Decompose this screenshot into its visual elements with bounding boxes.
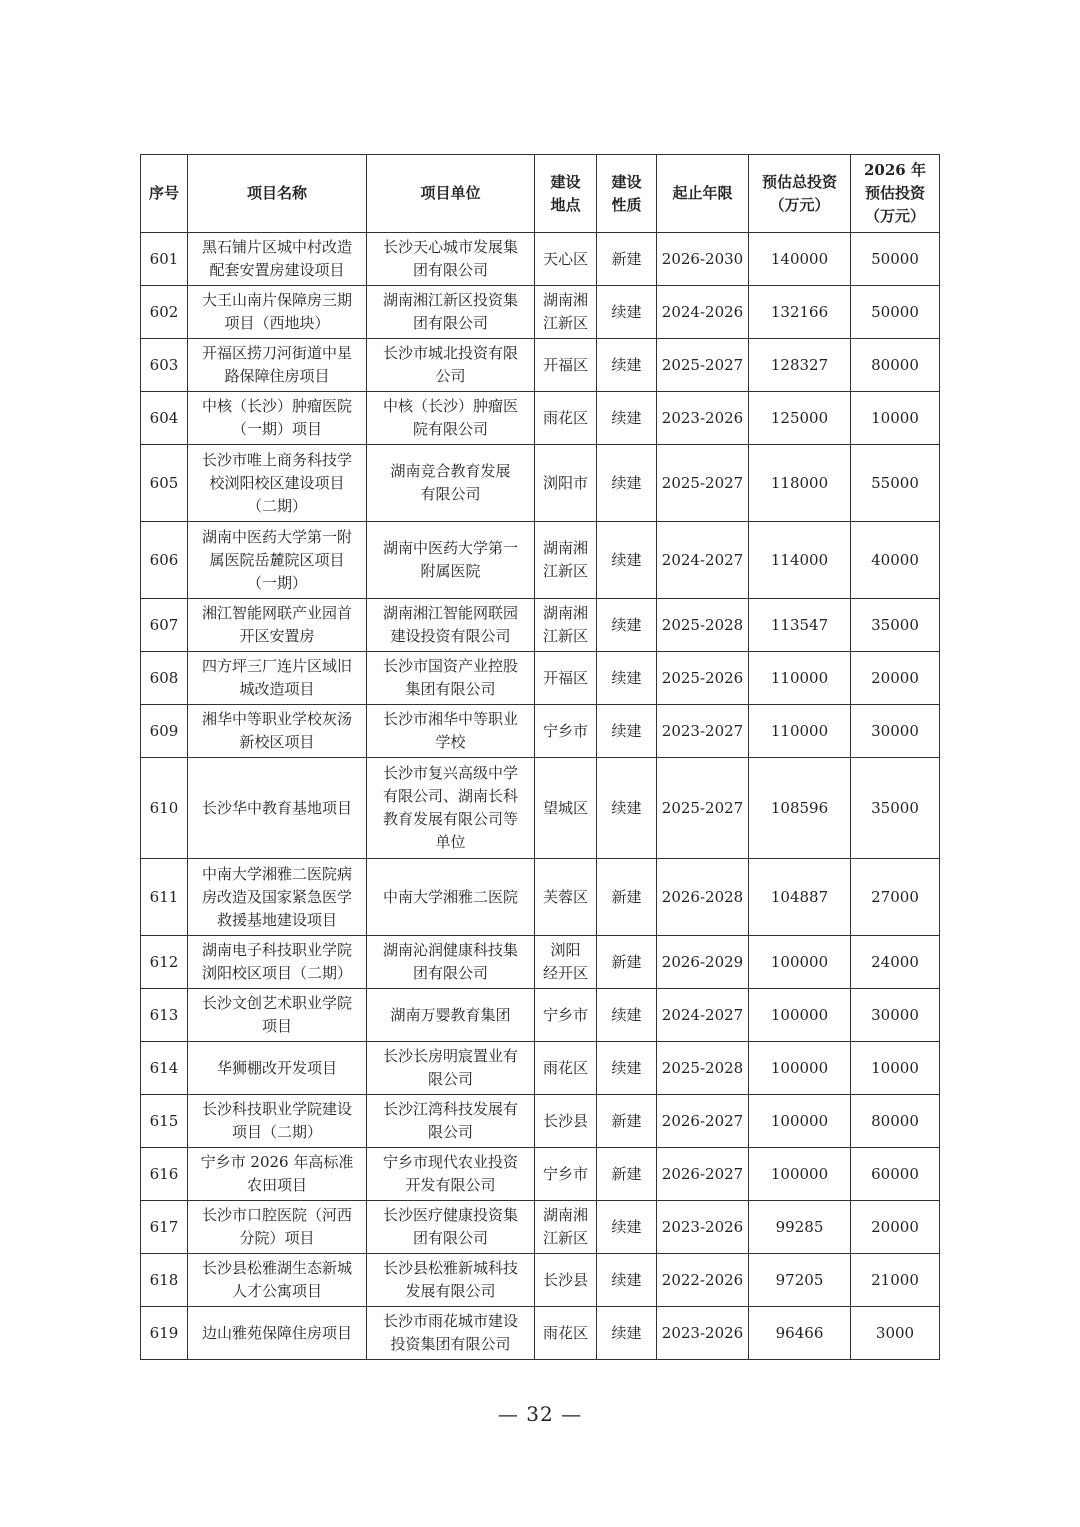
cell-total: 132166 [749, 286, 851, 339]
cell-location [535, 339, 597, 392]
table-row [141, 1307, 940, 1360]
cell-name-line: （一期）项目 [231, 420, 322, 438]
cell-total: 140000 [749, 233, 851, 286]
cell-nature: 续建 [597, 1201, 657, 1254]
cell-location-line: 江新区 [542, 627, 588, 645]
cell-years: 2025-2028 [657, 1042, 749, 1095]
cell-name-line: 开区安置房 [239, 627, 315, 645]
cell-unit-line: 中核（长沙）肿瘤医 [382, 397, 518, 415]
cell-no: 608 [141, 652, 188, 705]
cell-invest2026: 80000 [851, 339, 940, 392]
cell-location-line: 浏阳 [550, 941, 581, 959]
cell-years: 2024-2027 [657, 989, 749, 1042]
cell-invest2026: 35000 [851, 599, 940, 652]
cell-name [188, 1095, 367, 1148]
cell-total: 100000 [749, 1095, 851, 1148]
cell-name [188, 286, 367, 339]
cell-unit-line: 集团有限公司 [405, 680, 496, 698]
cell-name [188, 1307, 367, 1360]
table-row [141, 522, 940, 599]
cell-name-line: 人才公寓项目 [231, 1282, 322, 1300]
cell-nature: 续建 [597, 652, 657, 705]
table-row [141, 1254, 940, 1307]
cell-unit-line: 团有限公司 [412, 964, 488, 982]
cell-name-line: 湘华中等职业学校灰汤 [201, 710, 352, 728]
cell-nature: 新建 [597, 936, 657, 989]
cell-unit [367, 286, 535, 339]
cell-total: 128327 [749, 339, 851, 392]
cell-name-line: 房改造及国家紧急医学 [201, 887, 352, 906]
cell-name-line: 华狮棚改开发项目 [216, 1058, 337, 1077]
cell-unit-line: 建设投资有限公司 [390, 627, 511, 645]
cell-total: 108596 [749, 758, 851, 859]
cell-location [535, 1254, 597, 1307]
cell-unit-line: 限公司 [427, 1123, 473, 1141]
cell-nature: 续建 [597, 758, 657, 859]
cell-location [535, 1307, 597, 1360]
cell-name [188, 1254, 367, 1307]
cell-name-line: 项目 [261, 1017, 292, 1035]
cell-no: 602 [141, 286, 188, 339]
cell-unit [367, 1307, 535, 1360]
cell-invest2026: 30000 [851, 989, 940, 1042]
cell-no: 601 [141, 233, 188, 286]
cell-unit-line: 湖南沁润健康科技集 [382, 941, 518, 959]
cell-name-line: 四方坪三厂连片区域旧 [201, 657, 352, 675]
table-row [141, 339, 940, 392]
cell-name-line: 大王山南片保障房三期 [201, 291, 352, 309]
cell-location-line: 浏阳市 [542, 473, 588, 492]
cell-unit-line: 长沙市雨花城市建设 [382, 1312, 518, 1330]
table-row [141, 705, 940, 758]
cell-unit [367, 339, 535, 392]
cell-name-line: 项目（西地块） [224, 314, 330, 332]
cell-unit [367, 859, 535, 936]
cell-unit-line: 长沙长房明宸置业有 [382, 1047, 518, 1065]
cell-years: 2022-2026 [657, 1254, 749, 1307]
cell-name [188, 1201, 367, 1254]
cell-unit [367, 522, 535, 599]
cell-name-line: （二期） [246, 496, 307, 515]
cell-unit [367, 233, 535, 286]
cell-unit [367, 445, 535, 522]
table-row [141, 652, 940, 705]
cell-no: 619 [141, 1307, 188, 1360]
cell-no: 614 [141, 1042, 188, 1095]
cell-total: 100000 [749, 936, 851, 989]
cell-location [535, 1042, 597, 1095]
header-invest2026: 2026 年 预估投资 （万元） [851, 155, 940, 233]
cell-no: 611 [141, 859, 188, 936]
cell-name [188, 705, 367, 758]
cell-invest2026: 10000 [851, 392, 940, 445]
cell-name-line: 浏阳校区项目（二期） [201, 964, 352, 982]
cell-unit-line: 限公司 [427, 1070, 473, 1088]
cell-unit-line: 教育发展有限公司等 [382, 810, 518, 828]
cell-location-line: 雨花区 [542, 1323, 588, 1342]
cell-unit [367, 1254, 535, 1307]
table-row [141, 233, 940, 286]
cell-location-line: 宁乡市 [542, 1005, 588, 1024]
project-table [140, 154, 940, 1360]
cell-nature: 续建 [597, 599, 657, 652]
cell-total: 113547 [749, 599, 851, 652]
cell-name-line: 黑石铺片区城中村改造 [201, 238, 352, 256]
cell-name-line: 中核（长沙）肿瘤医院 [201, 397, 352, 415]
cell-no: 617 [141, 1201, 188, 1254]
cell-total: 96466 [749, 1307, 851, 1360]
cell-years: 2025-2027 [657, 339, 749, 392]
cell-no: 606 [141, 522, 188, 599]
cell-invest2026: 40000 [851, 522, 940, 599]
cell-years: 2026-2029 [657, 936, 749, 989]
cell-unit-line: 长沙医疗健康投资集 [382, 1206, 518, 1224]
header-total: 预估总投资 （万元） [749, 155, 851, 233]
cell-unit [367, 1095, 535, 1148]
cell-invest2026: 20000 [851, 1201, 940, 1254]
header-unit: 项目单位 [367, 155, 535, 233]
cell-name [188, 445, 367, 522]
cell-invest2026: 35000 [851, 758, 940, 859]
cell-total: 125000 [749, 392, 851, 445]
cell-total: 100000 [749, 1042, 851, 1095]
cell-nature: 续建 [597, 705, 657, 758]
cell-unit-line: 开发有限公司 [405, 1176, 496, 1194]
cell-nature: 新建 [597, 1095, 657, 1148]
cell-name-line: 宁乡市 2026 年高标准 [200, 1153, 354, 1171]
table-row [141, 758, 940, 859]
cell-location [535, 599, 597, 652]
cell-name-line: 湘江智能网联产业园首 [201, 604, 352, 622]
cell-years: 2023-2026 [657, 392, 749, 445]
cell-unit-line: 宁乡市现代农业投资 [382, 1153, 518, 1171]
cell-unit-line: 院有限公司 [412, 420, 488, 438]
cell-location-line: 宁乡市 [542, 721, 588, 740]
cell-name-line: 长沙县松雅湖生态新城 [201, 1259, 352, 1277]
cell-no: 609 [141, 705, 188, 758]
cell-name-line: 长沙市唯上商务科技学 [201, 450, 352, 469]
cell-name [188, 392, 367, 445]
cell-unit-line: 单位 [435, 833, 466, 851]
table-row [141, 1148, 940, 1201]
table-row [141, 599, 940, 652]
cell-name [188, 339, 367, 392]
cell-unit-line: 有限公司、湖南长科 [382, 787, 518, 805]
header-no: 序号 [141, 155, 188, 233]
cell-years: 2023-2026 [657, 1201, 749, 1254]
cell-unit-line: 公司 [435, 367, 466, 385]
cell-unit [367, 705, 535, 758]
cell-years: 2026-2028 [657, 859, 749, 936]
cell-nature: 续建 [597, 445, 657, 522]
cell-unit-line: 湖南湘江新区投资集 [382, 291, 518, 309]
page-number: — 32 — [497, 1402, 583, 1426]
cell-unit [367, 392, 535, 445]
table-row [141, 936, 940, 989]
cell-no: 603 [141, 339, 188, 392]
header-location: 建设 地点 [535, 155, 597, 233]
cell-unit [367, 758, 535, 859]
cell-nature: 续建 [597, 989, 657, 1042]
cell-name [188, 758, 367, 859]
cell-location [535, 1148, 597, 1201]
table-row [141, 1042, 940, 1095]
cell-location-line: 天心区 [542, 249, 588, 268]
cell-no: 604 [141, 392, 188, 445]
cell-name-line: 长沙华中教育基地项目 [201, 798, 352, 817]
cell-total: 100000 [749, 1148, 851, 1201]
cell-no: 615 [141, 1095, 188, 1148]
cell-name-line: 新校区项目 [239, 733, 315, 751]
cell-unit-line: 长沙天心城市发展集 [382, 238, 518, 256]
cell-location-line: 雨花区 [542, 1058, 588, 1077]
cell-name [188, 989, 367, 1042]
cell-location-line: 望城区 [542, 798, 588, 817]
table-row [141, 392, 940, 445]
cell-location-line: 湖南湘 [542, 1206, 588, 1224]
cell-no: 612 [141, 936, 188, 989]
cell-name [188, 1042, 367, 1095]
cell-location-line: 经开区 [542, 964, 588, 982]
cell-location-line: 长沙县 [542, 1111, 588, 1130]
cell-unit-line: 团有限公司 [412, 261, 488, 279]
cell-name-line: 路保障住房项目 [224, 367, 330, 385]
cell-unit-line: 长沙江湾科技发展有 [382, 1100, 518, 1118]
cell-name-line: 长沙文创艺术职业学院 [201, 994, 352, 1012]
cell-location [535, 1095, 597, 1148]
cell-name-line: 边山雅苑保障住房项目 [201, 1323, 352, 1342]
cell-nature: 续建 [597, 392, 657, 445]
cell-nature: 续建 [597, 522, 657, 599]
cell-unit-line: 学校 [435, 733, 466, 751]
cell-no: 613 [141, 989, 188, 1042]
cell-total: 110000 [749, 705, 851, 758]
cell-name-line: 属医院岳麓院区项目 [209, 550, 345, 569]
cell-name-line: 湖南电子科技职业学院 [201, 941, 352, 959]
cell-unit [367, 1201, 535, 1254]
cell-location-line: 开福区 [542, 355, 588, 374]
cell-unit-line: 中南大学湘雅二医院 [382, 887, 518, 906]
cell-location-line: 宁乡市 [542, 1164, 588, 1183]
cell-unit-line: 团有限公司 [412, 1229, 488, 1247]
cell-unit-line: 团有限公司 [412, 314, 488, 332]
cell-unit [367, 1042, 535, 1095]
cell-location-line: 湖南湘 [542, 539, 588, 557]
cell-location [535, 392, 597, 445]
cell-unit-line: 湖南湘江智能网联园 [382, 604, 518, 622]
table-row [141, 445, 940, 522]
cell-unit [367, 936, 535, 989]
cell-total: 99285 [749, 1201, 851, 1254]
cell-unit [367, 599, 535, 652]
cell-invest2026: 21000 [851, 1254, 940, 1307]
cell-location [535, 936, 597, 989]
cell-nature: 续建 [597, 286, 657, 339]
cell-years: 2023-2027 [657, 705, 749, 758]
cell-no: 616 [141, 1148, 188, 1201]
cell-invest2026: 50000 [851, 233, 940, 286]
cell-unit-line: 投资集团有限公司 [390, 1335, 511, 1353]
cell-name [188, 652, 367, 705]
cell-location [535, 233, 597, 286]
cell-invest2026: 24000 [851, 936, 940, 989]
table-row [141, 1201, 940, 1254]
cell-nature: 续建 [597, 339, 657, 392]
cell-name [188, 859, 367, 936]
cell-location [535, 522, 597, 599]
cell-location [535, 758, 597, 859]
cell-unit-line: 长沙市复兴高级中学 [382, 764, 518, 782]
cell-name-line: （一期） [246, 573, 307, 592]
cell-name-line: 开福区捞刀河街道中星 [201, 344, 352, 362]
cell-name [188, 599, 367, 652]
cell-total: 110000 [749, 652, 851, 705]
header-name: 项目名称 [188, 155, 367, 233]
cell-unit-line: 附属医院 [420, 562, 481, 580]
cell-invest2026: 60000 [851, 1148, 940, 1201]
cell-location [535, 1201, 597, 1254]
table-row [141, 1095, 940, 1148]
cell-location [535, 989, 597, 1042]
cell-years: 2026-2030 [657, 233, 749, 286]
cell-location-line: 江新区 [542, 1229, 588, 1247]
cell-invest2026: 80000 [851, 1095, 940, 1148]
cell-name-line: 校浏阳校区建设项目 [209, 473, 345, 492]
cell-name-line: 分院）项目 [239, 1229, 315, 1247]
cell-total: 104887 [749, 859, 851, 936]
cell-name [188, 233, 367, 286]
table-row [141, 859, 940, 936]
cell-years: 2024-2027 [657, 522, 749, 599]
cell-name-line: 长沙科技职业学院建设 [201, 1100, 352, 1118]
cell-total: 118000 [749, 445, 851, 522]
cell-invest2026: 3000 [851, 1307, 940, 1360]
cell-unit-line: 有限公司 [420, 485, 481, 503]
cell-nature: 续建 [597, 1307, 657, 1360]
cell-unit-line: 长沙市国资产业控股 [382, 657, 518, 675]
cell-years: 2026-2027 [657, 1148, 749, 1201]
cell-no: 610 [141, 758, 188, 859]
cell-years: 2025-2026 [657, 652, 749, 705]
cell-unit-line: 湖南竞合教育发展 [390, 462, 511, 480]
cell-location [535, 445, 597, 522]
cell-unit-line: 长沙县松雅新城科技 [382, 1259, 518, 1277]
header-nature: 建设 性质 [597, 155, 657, 233]
cell-years: 2024-2026 [657, 286, 749, 339]
cell-invest2026: 20000 [851, 652, 940, 705]
cell-location [535, 859, 597, 936]
cell-name [188, 522, 367, 599]
cell-location [535, 286, 597, 339]
cell-total: 114000 [749, 522, 851, 599]
cell-unit-line: 湖南中医药大学第一 [382, 539, 518, 557]
cell-years: 2023-2026 [657, 1307, 749, 1360]
cell-name [188, 1148, 367, 1201]
cell-no: 607 [141, 599, 188, 652]
cell-name [188, 936, 367, 989]
cell-invest2026: 50000 [851, 286, 940, 339]
cell-invest2026: 27000 [851, 859, 940, 936]
cell-years: 2025-2027 [657, 758, 749, 859]
cell-unit [367, 989, 535, 1042]
cell-location-line: 江新区 [542, 562, 588, 580]
cell-name-line: 中南大学湘雅二医院病 [201, 864, 352, 883]
cell-name-line: 配套安置房建设项目 [209, 261, 345, 279]
cell-invest2026: 10000 [851, 1042, 940, 1095]
cell-name-line: 农田项目 [246, 1176, 307, 1194]
table-row [141, 286, 940, 339]
table-header-row [141, 155, 940, 233]
cell-location-line: 湖南湘 [542, 604, 588, 622]
cell-location [535, 652, 597, 705]
cell-unit-line: 长沙市城北投资有限 [382, 344, 518, 362]
cell-name-line: 湖南中医药大学第一附 [201, 527, 352, 546]
cell-no: 618 [141, 1254, 188, 1307]
cell-nature: 续建 [597, 1254, 657, 1307]
cell-total: 97205 [749, 1254, 851, 1307]
cell-location-line: 江新区 [542, 314, 588, 332]
cell-nature: 新建 [597, 859, 657, 936]
cell-unit [367, 1148, 535, 1201]
cell-unit [367, 652, 535, 705]
cell-name-line: 项目（二期） [231, 1123, 322, 1141]
cell-name-line: 城改造项目 [239, 680, 315, 698]
cell-name-line: 救援基地建设项目 [216, 910, 337, 929]
cell-location-line: 湖南湘 [542, 291, 588, 309]
cell-nature: 续建 [597, 1042, 657, 1095]
cell-location-line: 长沙县 [542, 1270, 588, 1289]
cell-unit-line: 长沙市湘华中等职业 [382, 710, 518, 728]
cell-location-line: 开福区 [542, 668, 588, 687]
header-years: 起止年限 [657, 155, 749, 233]
table-row [141, 989, 940, 1042]
cell-total: 100000 [749, 989, 851, 1042]
cell-nature: 新建 [597, 233, 657, 286]
cell-no: 605 [141, 445, 188, 522]
cell-years: 2026-2027 [657, 1095, 749, 1148]
cell-location [535, 705, 597, 758]
cell-location-line: 雨花区 [542, 408, 588, 427]
cell-nature: 新建 [597, 1148, 657, 1201]
cell-unit-line: 发展有限公司 [405, 1282, 496, 1300]
cell-invest2026: 30000 [851, 705, 940, 758]
cell-name-line: 长沙市口腔医院（河西 [201, 1206, 352, 1224]
cell-years: 2025-2028 [657, 599, 749, 652]
cell-years: 2025-2027 [657, 445, 749, 522]
cell-invest2026: 55000 [851, 445, 940, 522]
cell-location-line: 芙蓉区 [542, 887, 588, 906]
cell-unit-line: 湖南万婴教育集团 [390, 1005, 511, 1024]
